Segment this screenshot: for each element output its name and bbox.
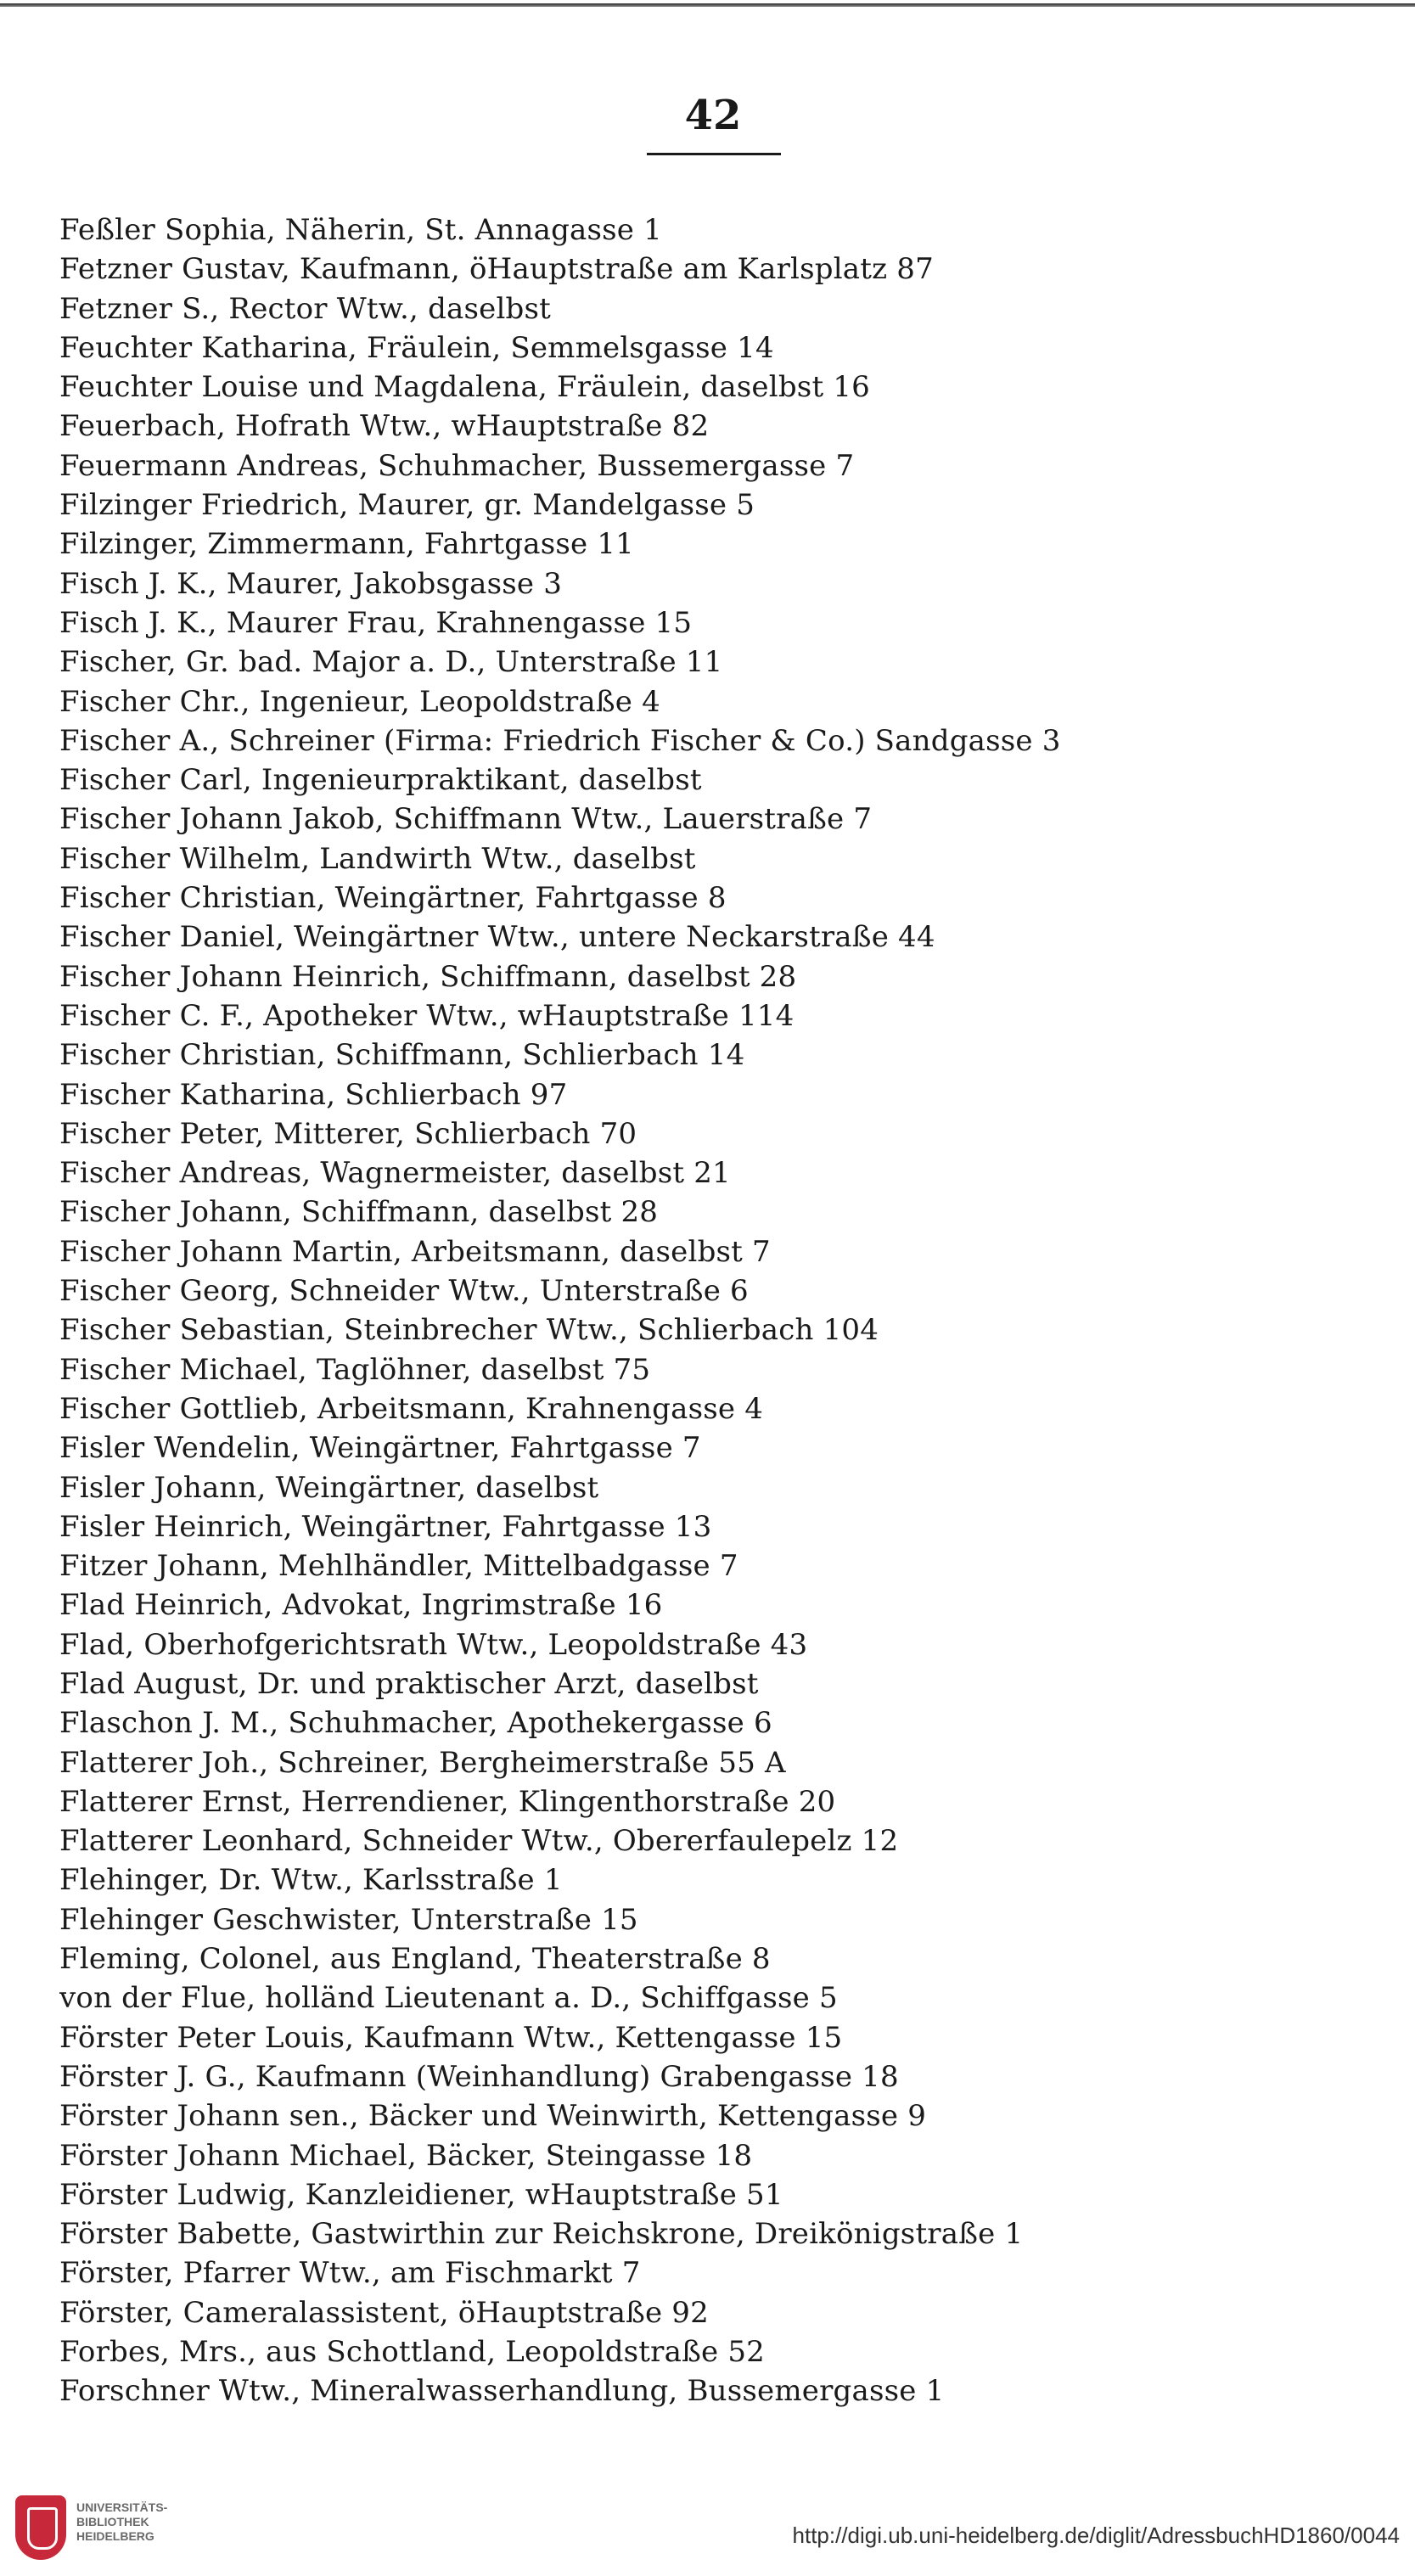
directory-entry: Förster Ludwig, Kanzleidiener, wHauptstraße 51: [59, 2177, 783, 2212]
directory-entry: Fischer Johann Jakob, Schiffmann Wtw., Lauerstraße 7: [59, 802, 873, 837]
directory-entry: Feuermann Andreas, Schuhmacher, Bussemergasse 7: [59, 448, 855, 483]
directory-entry: Fitzer Johann, Mehlhändler, Mittelbadgasse 7: [59, 1549, 738, 1584]
directory-entry: Förster Babette, Gastwirthin zur Reichskrone, Dreikönigstraße 1: [59, 2217, 1024, 2252]
library-line: UNIVERSITÄTS-: [76, 2500, 168, 2514]
directory-entry: Förster Peter Louis, Kaufmann Wtw., Kettengasse 15: [59, 2020, 843, 2055]
directory-entry: Flatterer Ernst, Herrendiener, Klingenthorstraße 20: [59, 1784, 836, 1819]
directory-entry: Fischer A., Schreiner (Firma: Friedrich Fischer & Co.) Sandgasse 3: [59, 723, 1061, 758]
directory-entry: Flaschon J. M., Schuhmacher, Apothekergasse 6: [59, 1706, 772, 1741]
directory-entry: Filzinger, Zimmermann, Fahrtgasse 11: [59, 527, 635, 562]
directory-entry: Fleming, Colonel, aus England, Theaterstraße 8: [59, 1942, 771, 1977]
directory-entry: Fisch J. K., Maurer Frau, Krahnengasse 15: [59, 605, 693, 640]
directory-entry: Fischer Chr., Ingenieur, Leopoldstraße 4: [59, 684, 660, 719]
heidelberg-library-shield-icon: [15, 2495, 66, 2560]
directory-entry: Fetzner Gustav, Kaufmann, öHauptstraße am Karlsplatz 87: [59, 252, 934, 287]
directory-entry: Fischer Sebastian, Steinbrecher Wtw., Schlierbach 104: [59, 1313, 879, 1348]
directory-entry: Fisch J. K., Maurer, Jakobsgasse 3: [59, 566, 563, 601]
directory-entry: Filzinger Friedrich, Maurer, gr. Mandelgasse 5: [59, 488, 755, 523]
directory-entry: Fischer Carl, Ingenieurpraktikant, daselbst: [59, 763, 702, 798]
directory-entry: von der Flue, holländ Lieutenant a. D., Schiffgasse 5: [59, 1981, 838, 2016]
directory-entry: Feßler Sophia, Näherin, St. Annagasse 1: [59, 213, 662, 247]
directory-entries: [59, 210, 1367, 2411]
directory-entry: Fischer Christian, Schiffmann, Schlierbach 14: [59, 1038, 745, 1073]
directory-entry: Flad August, Dr. und praktischer Arzt, daselbst: [59, 1666, 759, 1701]
directory-entry: Förster Johann sen., Bäcker und Weinwirth, Kettengasse 9: [59, 2099, 927, 2134]
footer: [0, 2485, 1415, 2576]
directory-entry: Fischer Peter, Mitterer, Schlierbach 70: [59, 1116, 637, 1151]
directory-entry: Fischer Andreas, Wagnermeister, daselbst 21: [59, 1156, 731, 1191]
directory-entry: Fischer Georg, Schneider Wtw., Unterstraße 6: [59, 1274, 749, 1309]
library-line: HEIDELBERG: [76, 2529, 154, 2543]
directory-entry: Forschner Wtw., Mineralwasserhandlung, Bussemergasse 1: [59, 2374, 945, 2409]
directory-entry: Forbes, Mrs., aus Schottland, Leopoldstraße 52: [59, 2335, 765, 2370]
directory-entry: Förster J. G., Kaufmann (Weinhandlung) Grabengasse 18: [59, 2059, 899, 2094]
directory-entry: Flehinger Geschwister, Unterstraße 15: [59, 1902, 638, 1937]
directory-entry: Feuerbach, Hofrath Wtw., wHauptstraße 82: [59, 409, 710, 444]
directory-entry: Feuchter Louise und Magdalena, Fräulein, daselbst 16: [59, 370, 870, 405]
directory-entry: Fischer Gottlieb, Arbeitsmann, Krahnengasse 4: [59, 1391, 764, 1426]
directory-entry: Flad, Oberhofgerichtsrath Wtw., Leopoldstraße 43: [59, 1627, 808, 1662]
page-number: 42: [684, 92, 742, 139]
header-rule: [647, 153, 781, 155]
directory-entry: Fischer Katharina, Schlierbach 97: [59, 1077, 568, 1112]
source-url[interactable]: http://digi.ub.uni-heidelberg.de/diglit/AdressbuchHD1860/0044: [792, 2523, 1400, 2548]
directory-entry: Fischer Michael, Taglöhner, daselbst 75: [59, 1352, 651, 1387]
directory-entry: Fisler Heinrich, Weingärtner, Fahrtgasse 13: [59, 1509, 712, 1544]
scan-top-edge: [0, 3, 1415, 7]
directory-entry: Flatterer Joh., Schreiner, Bergheimerstraße 55 A: [59, 1745, 786, 1780]
directory-entry: Fischer Johann, Schiffmann, daselbst 28: [59, 1195, 659, 1230]
directory-entry: Fischer Christian, Weingärtner, Fahrtgasse 8: [59, 881, 727, 916]
directory-entry: Flatterer Leonhard, Schneider Wtw., Obererfaulepelz 12: [59, 1824, 899, 1859]
directory-entry: Fischer Daniel, Weingärtner Wtw., untere Neckarstraße 44: [59, 920, 935, 955]
directory-entry: Flad Heinrich, Advokat, Ingrimstraße 16: [59, 1588, 663, 1623]
directory-entry: Förster, Pfarrer Wtw., am Fischmarkt 7: [59, 2256, 641, 2291]
directory-entry: Förster Johann Michael, Bäcker, Steingasse 18: [59, 2138, 753, 2173]
directory-entry: Fetzner S., Rector Wtw., daselbst: [59, 291, 552, 326]
directory-entry: Fischer Johann Heinrich, Schiffmann, daselbst 28: [59, 959, 797, 994]
library-line: BIBLIOTHEK: [76, 2515, 149, 2528]
directory-entry: Fisler Wendelin, Weingärtner, Fahrtgasse 7: [59, 1431, 701, 1466]
directory-entry: Feuchter Katharina, Fräulein, Semmelsgasse 14: [59, 330, 774, 365]
directory-entry: Flehinger, Dr. Wtw., Karlsstraße 1: [59, 1863, 563, 1898]
directory-entry: Fischer Johann Martin, Arbeitsmann, daselbst 7: [59, 1234, 771, 1269]
directory-entry: Fischer C. F., Apotheker Wtw., wHauptstraße 114: [59, 998, 795, 1033]
directory-entry: Förster, Cameralassistent, öHauptstraße 92: [59, 2295, 709, 2330]
directory-entry: Fischer Wilhelm, Landwirth Wtw., daselbst: [59, 841, 696, 876]
directory-entry: Fisler Johann, Weingärtner, daselbst: [59, 1470, 599, 1505]
library-name: [76, 2500, 167, 2544]
directory-entry: Fischer, Gr. bad. Major a. D., Unterstraße 11: [59, 645, 723, 680]
